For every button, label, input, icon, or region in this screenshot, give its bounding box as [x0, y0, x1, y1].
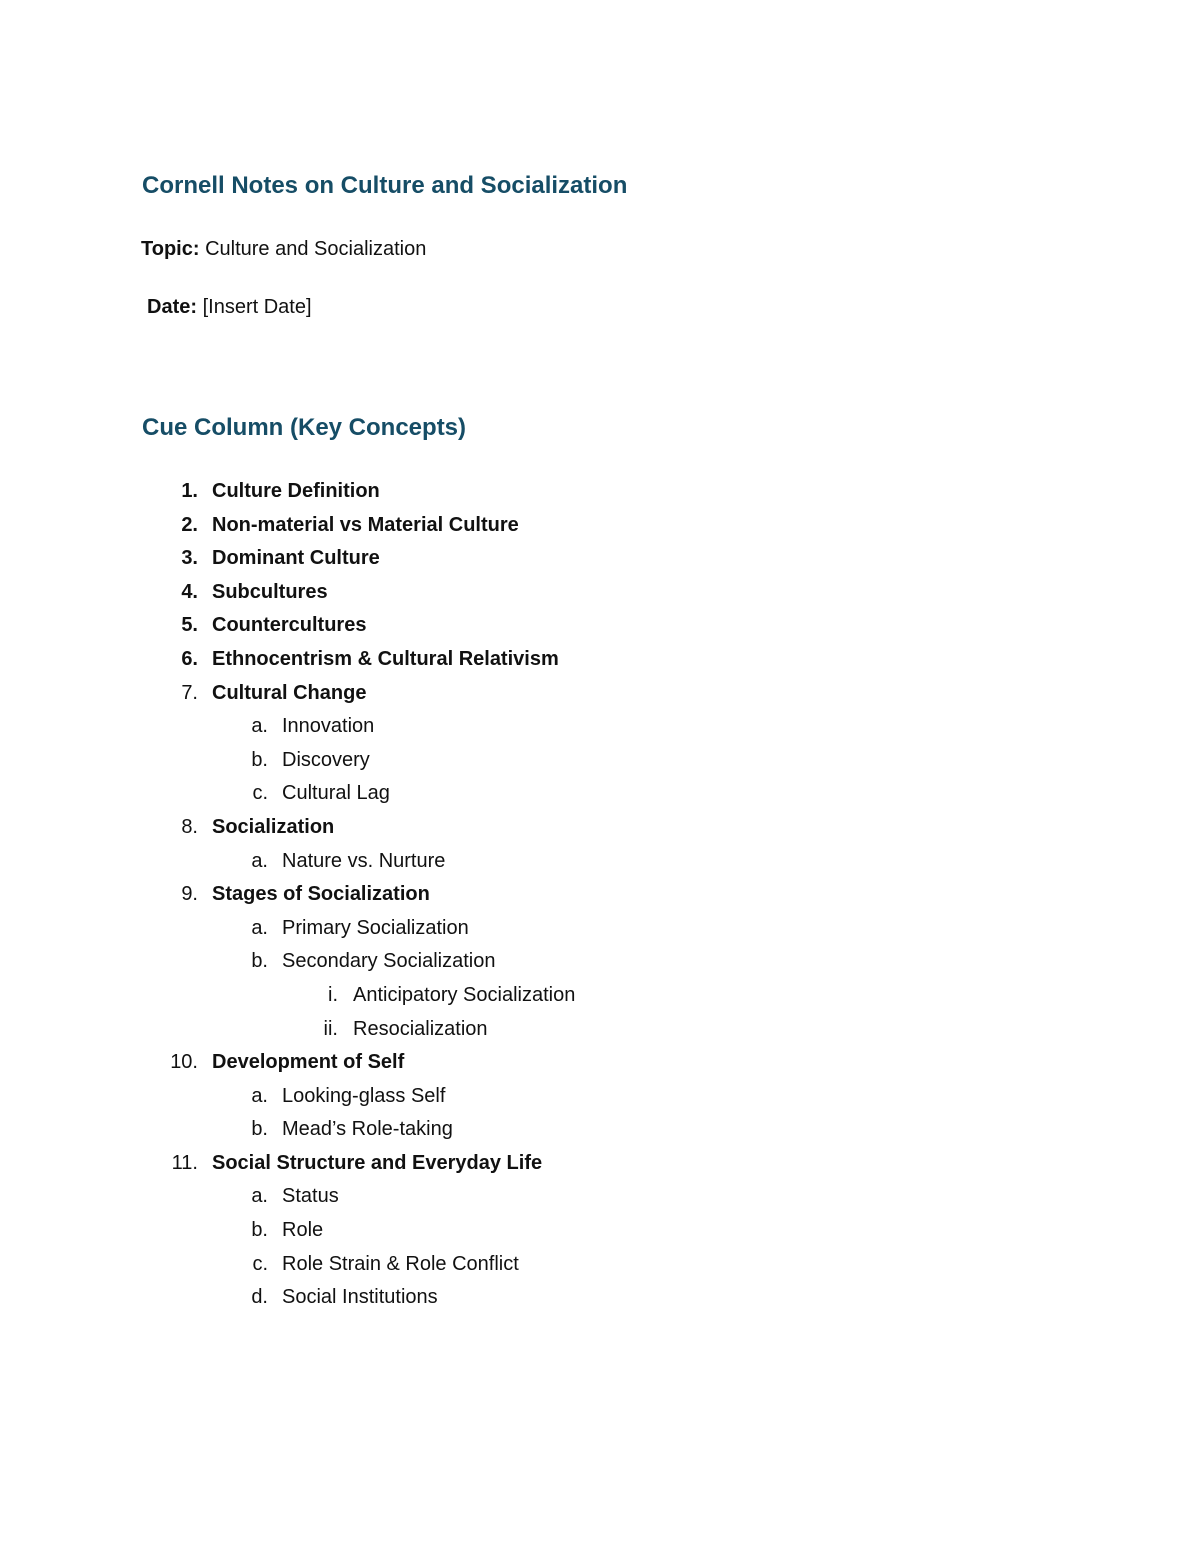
date-value: [Insert Date] — [202, 296, 312, 318]
outline-subitem — [0, 1249, 1200, 1283]
date-label: Date: — [147, 296, 198, 318]
subitem-text: Discovery — [282, 748, 370, 771]
item-number: 7. — [181, 681, 198, 704]
subitem-text: Status — [282, 1185, 339, 1208]
outline-subsubitem — [0, 1014, 1200, 1048]
outline-item — [0, 577, 1200, 611]
topic-line — [141, 236, 426, 262]
outline-subitem — [0, 946, 1200, 980]
subitem-text: Cultural Lag — [282, 782, 390, 805]
outline-item — [0, 476, 1200, 510]
item-number: 10. — [170, 1051, 198, 1074]
subitem-text: Secondary Socialization — [282, 950, 496, 973]
item-text: Dominant Culture — [212, 547, 380, 570]
item-number: 8. — [181, 815, 198, 838]
item-text: Development of Self — [212, 1051, 405, 1074]
item-text: Social Structure and Everyday Life — [212, 1151, 543, 1174]
subitem-text: Looking-glass Self — [282, 1084, 446, 1107]
item-number: 9. — [181, 883, 198, 906]
outline-subitem — [0, 1282, 1200, 1316]
subitem-letter: a. — [251, 849, 268, 872]
subitem-letter: b. — [251, 1219, 268, 1242]
subitem-letter: a. — [251, 1185, 268, 1208]
item-number: 5. — [181, 614, 198, 637]
outline-item — [0, 879, 1200, 913]
subitem-letter: b. — [251, 1118, 268, 1141]
item-number: 6. — [181, 647, 198, 670]
outline-subitem — [0, 745, 1200, 779]
outline-subitem — [0, 846, 1200, 880]
cue-column-heading: Cue Column (Key Concepts) — [142, 414, 467, 441]
outline-subsubitem — [0, 980, 1200, 1014]
subitem-text: Social Institutions — [282, 1286, 438, 1309]
subitem-letter: c. — [252, 782, 268, 805]
outline-subitem — [0, 1215, 1200, 1249]
topic-value: Culture and Socialization — [205, 238, 427, 260]
outline-subitem — [0, 1181, 1200, 1215]
item-text: Stages of Socialization — [212, 883, 430, 906]
item-text: Ethnocentrism & Cultural Relativism — [212, 647, 559, 670]
outline-subitem — [0, 913, 1200, 947]
item-text: Non-material vs Material Culture — [212, 513, 519, 536]
item-number: 3. — [181, 547, 198, 570]
subitem-text: Mead’s Role-taking — [282, 1118, 453, 1141]
item-text: Cultural Change — [212, 681, 367, 704]
outline-item — [0, 543, 1200, 577]
page-title: Cornell Notes on Culture and Socialization — [142, 172, 628, 199]
subitem-letter: a. — [251, 715, 268, 738]
subitem-text: Nature vs. Nurture — [282, 849, 446, 872]
subitem-text: Innovation — [282, 715, 375, 738]
subitem-letter: b. — [251, 748, 268, 771]
outline-subitem — [0, 778, 1200, 812]
outline-subitem — [0, 1081, 1200, 1115]
subitem-letter: b. — [251, 950, 268, 973]
item-number: 1. — [181, 480, 198, 502]
subitem-text: Role Strain & Role Conflict — [282, 1252, 519, 1275]
item-text: Countercultures — [212, 614, 367, 637]
item-number: 11. — [171, 1151, 198, 1174]
item-number: 2. — [181, 513, 198, 536]
outline-item — [0, 678, 1200, 712]
outline-item — [0, 1148, 1200, 1182]
topic-label: Topic: — [141, 238, 200, 260]
subsubitem-text: Anticipatory Socialization — [353, 983, 576, 1006]
subsubitem-text: Resocialization — [353, 1017, 488, 1040]
key-concepts-outline — [0, 476, 1200, 1316]
outline-item — [0, 610, 1200, 644]
subsubitem-numeral: ii. — [323, 1017, 338, 1040]
subitem-letter: d. — [251, 1286, 268, 1309]
subitem-letter: c. — [252, 1252, 268, 1275]
subitem-letter: a. — [251, 1084, 268, 1107]
subitem-letter: a. — [251, 916, 268, 939]
outline-item — [0, 510, 1200, 544]
outline-item — [0, 1047, 1200, 1081]
outline-subitem — [0, 711, 1200, 745]
item-number: 4. — [181, 580, 198, 603]
item-text: Subcultures — [212, 580, 328, 603]
subsubitem-numeral: i. — [328, 983, 338, 1006]
outline-item — [0, 812, 1200, 846]
outline-subitem — [0, 1114, 1200, 1148]
item-text: Socialization — [212, 815, 335, 838]
subitem-text: Role — [282, 1219, 324, 1242]
outline-item — [0, 644, 1200, 678]
date-line — [147, 294, 312, 320]
item-text: Culture Definition — [212, 480, 380, 502]
subitem-text: Primary Socialization — [282, 916, 469, 939]
